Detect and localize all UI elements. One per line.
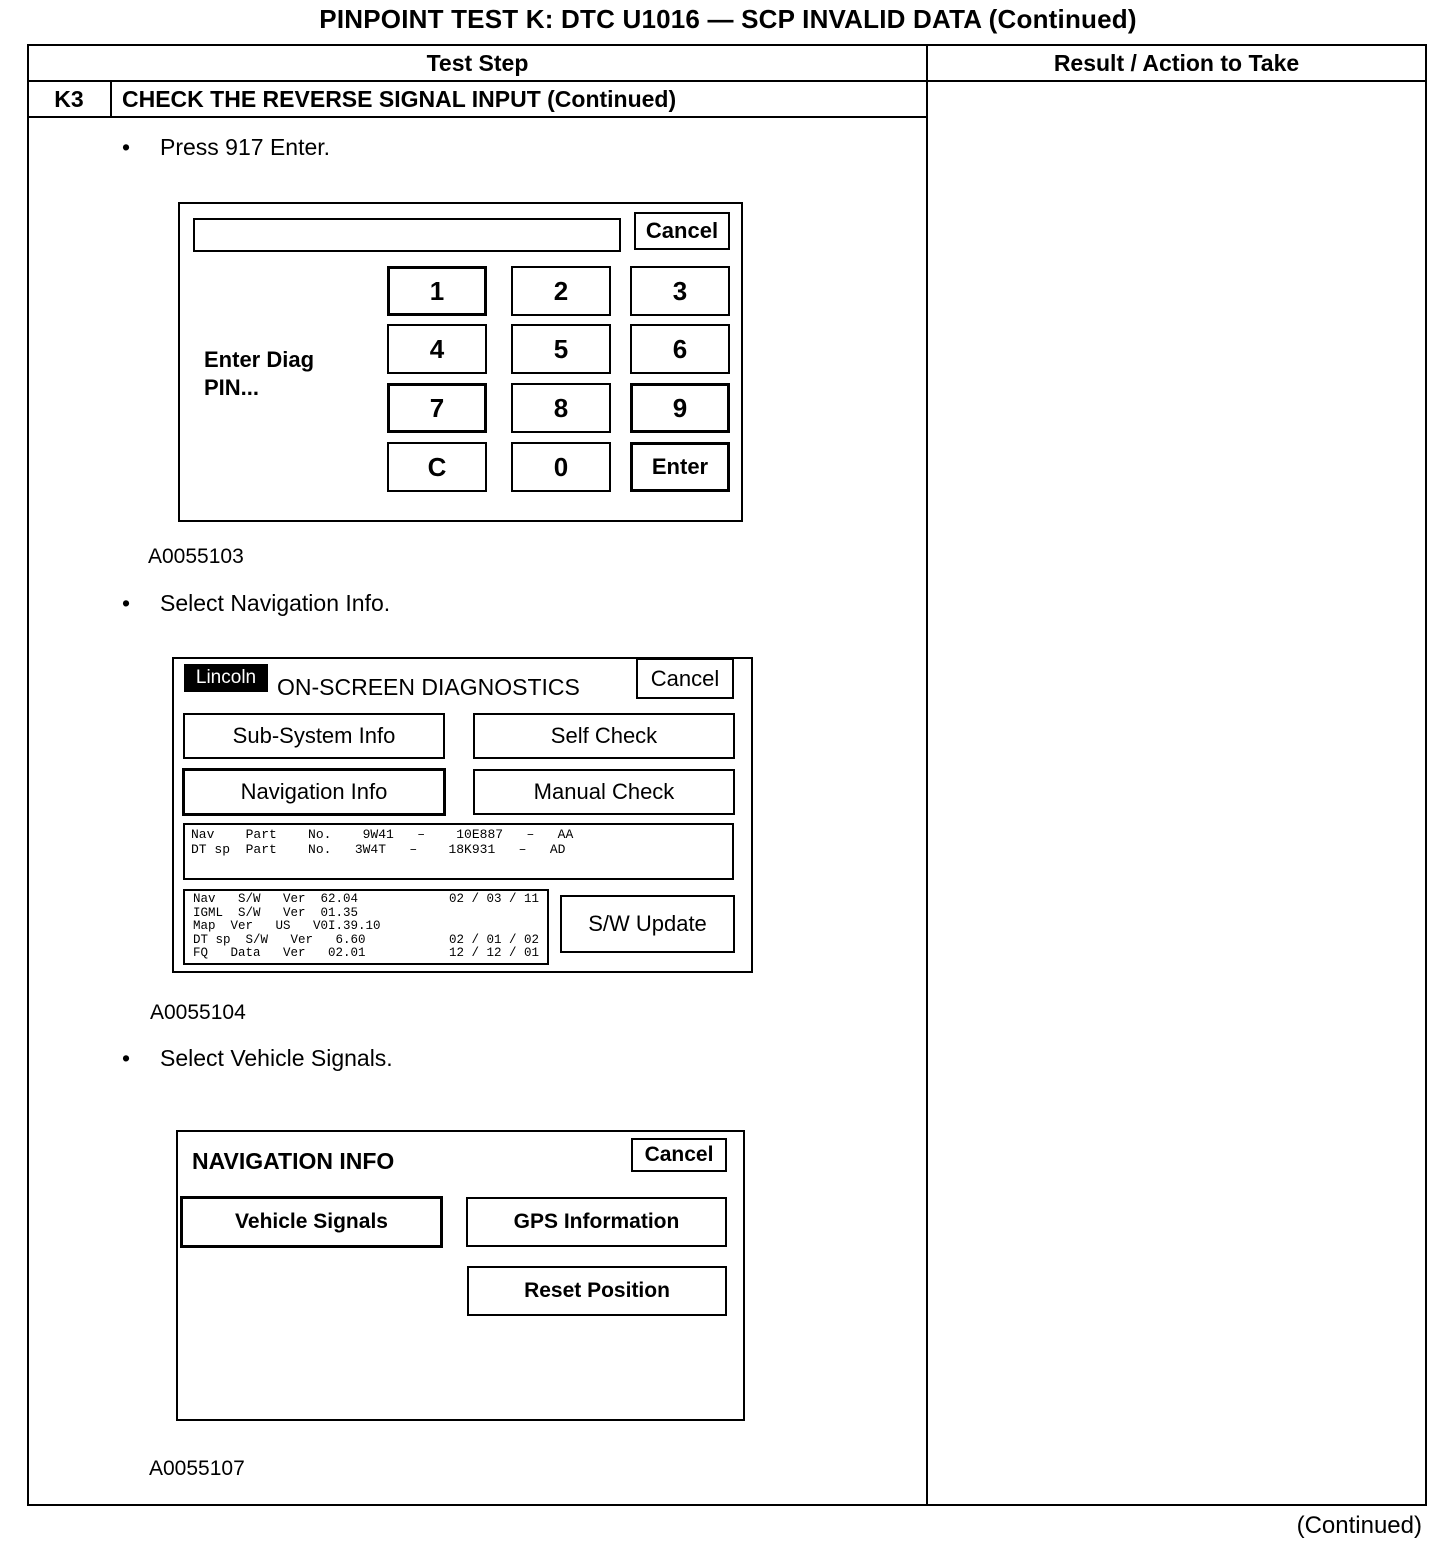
key-5-button[interactable]: 5 (511, 324, 611, 374)
version-label: IGML S/W Ver 01.35 (193, 905, 359, 920)
sw-update-button[interactable]: S/W Update (560, 895, 735, 953)
osd-cancel-button[interactable]: Cancel (636, 658, 734, 699)
key-2-button[interactable]: 2 (511, 266, 611, 316)
version-label: FQ Data Ver 02.01 (193, 946, 366, 961)
step-text: Press 917 Enter. (160, 134, 331, 160)
step-title: CHECK THE REVERSE SIGNAL INPUT (Continued) (122, 86, 677, 112)
bullet-dot: • (122, 590, 131, 616)
bullet-dot: • (122, 1045, 131, 1071)
version-row (193, 934, 539, 948)
version-label: Nav S/W Ver 62.04 (193, 892, 359, 906)
step-id: K3 (54, 86, 84, 112)
navinfo-cancel-button[interactable]: Cancel (631, 1138, 727, 1172)
version-date: 12 / 12 / 01 (448, 946, 539, 961)
version-panel (183, 889, 549, 965)
key-6-button[interactable]: 6 (630, 324, 730, 374)
col-header-result: Result / Action to Take (1053, 50, 1300, 76)
on-screen-diagnostics-screen (172, 657, 753, 973)
reset-position-button[interactable]: Reset Position (467, 1266, 727, 1316)
gps-information-button[interactable]: GPS Information (466, 1197, 727, 1247)
key-1-button[interactable]: 1 (387, 266, 487, 316)
col-header-test-step: Test Step (426, 50, 529, 76)
step-text: Select Navigation Info. (160, 590, 391, 616)
keypad-screen (178, 202, 743, 522)
brand-logo: Lincoln (184, 664, 268, 692)
sub-system-info-button[interactable]: Sub-System Info (183, 713, 445, 759)
version-date: 02 / 01 / 02 (448, 932, 539, 947)
key-clear-button[interactable]: C (387, 442, 487, 492)
key-9-button[interactable]: 9 (630, 383, 730, 433)
version-row (193, 893, 539, 907)
key-3-button[interactable]: 3 (630, 266, 730, 316)
vehicle-signals-button[interactable]: Vehicle Signals (180, 1196, 443, 1248)
part-line-nav: Nav Part No. 9W41 – 10E887 – AA (191, 827, 574, 842)
page-title: PINPOINT TEST K: DTC U1016 — SCP INVALID DATA (Continued) (319, 4, 1137, 34)
pin-display-field[interactable] (193, 218, 621, 252)
version-row (193, 907, 539, 921)
navigation-info-screen (176, 1130, 745, 1421)
key-0-button[interactable]: 0 (511, 442, 611, 492)
key-4-button[interactable]: 4 (387, 324, 487, 374)
screen-title: NAVIGATION INFO (192, 1148, 395, 1174)
header-divider (27, 80, 1427, 82)
column-divider (926, 44, 928, 1506)
screen-title: ON-SCREEN DIAGNOSTICS (277, 674, 580, 700)
version-row (193, 920, 539, 934)
figure-id: A0055107 (149, 1457, 245, 1480)
step-id-divider (110, 82, 112, 118)
key-7-button[interactable]: 7 (387, 383, 487, 433)
navigation-info-button[interactable]: Navigation Info (182, 768, 446, 816)
manual-check-button[interactable]: Manual Check (473, 769, 735, 815)
pin-prompt-line1: Enter Diag (204, 347, 315, 372)
pin-prompt-line2: PIN... (204, 375, 260, 400)
figure-id: A0055104 (150, 1001, 246, 1024)
self-check-button[interactable]: Self Check (473, 713, 735, 759)
version-date: 02 / 03 / 11 (448, 892, 539, 906)
part-line-dtsp: DT sp Part No. 3W4T – 18K931 – AD (191, 842, 566, 857)
continued-note: (Continued) (1296, 1512, 1422, 1539)
pin-prompt (204, 346, 344, 402)
key-8-button[interactable]: 8 (511, 383, 611, 433)
version-label: Map Ver US V0I.39.10 (193, 919, 381, 934)
key-enter-button[interactable]: Enter (630, 442, 730, 492)
version-row (193, 947, 539, 961)
keypad-cancel-button[interactable]: Cancel (634, 212, 730, 250)
part-number-panel (183, 823, 734, 880)
version-label: DT sp S/W Ver 6.60 (193, 932, 366, 947)
bullet-dot: • (122, 134, 131, 160)
figure-id: A0055103 (148, 545, 244, 568)
step-text: Select Vehicle Signals. (160, 1045, 393, 1071)
step-header-divider (27, 116, 927, 118)
